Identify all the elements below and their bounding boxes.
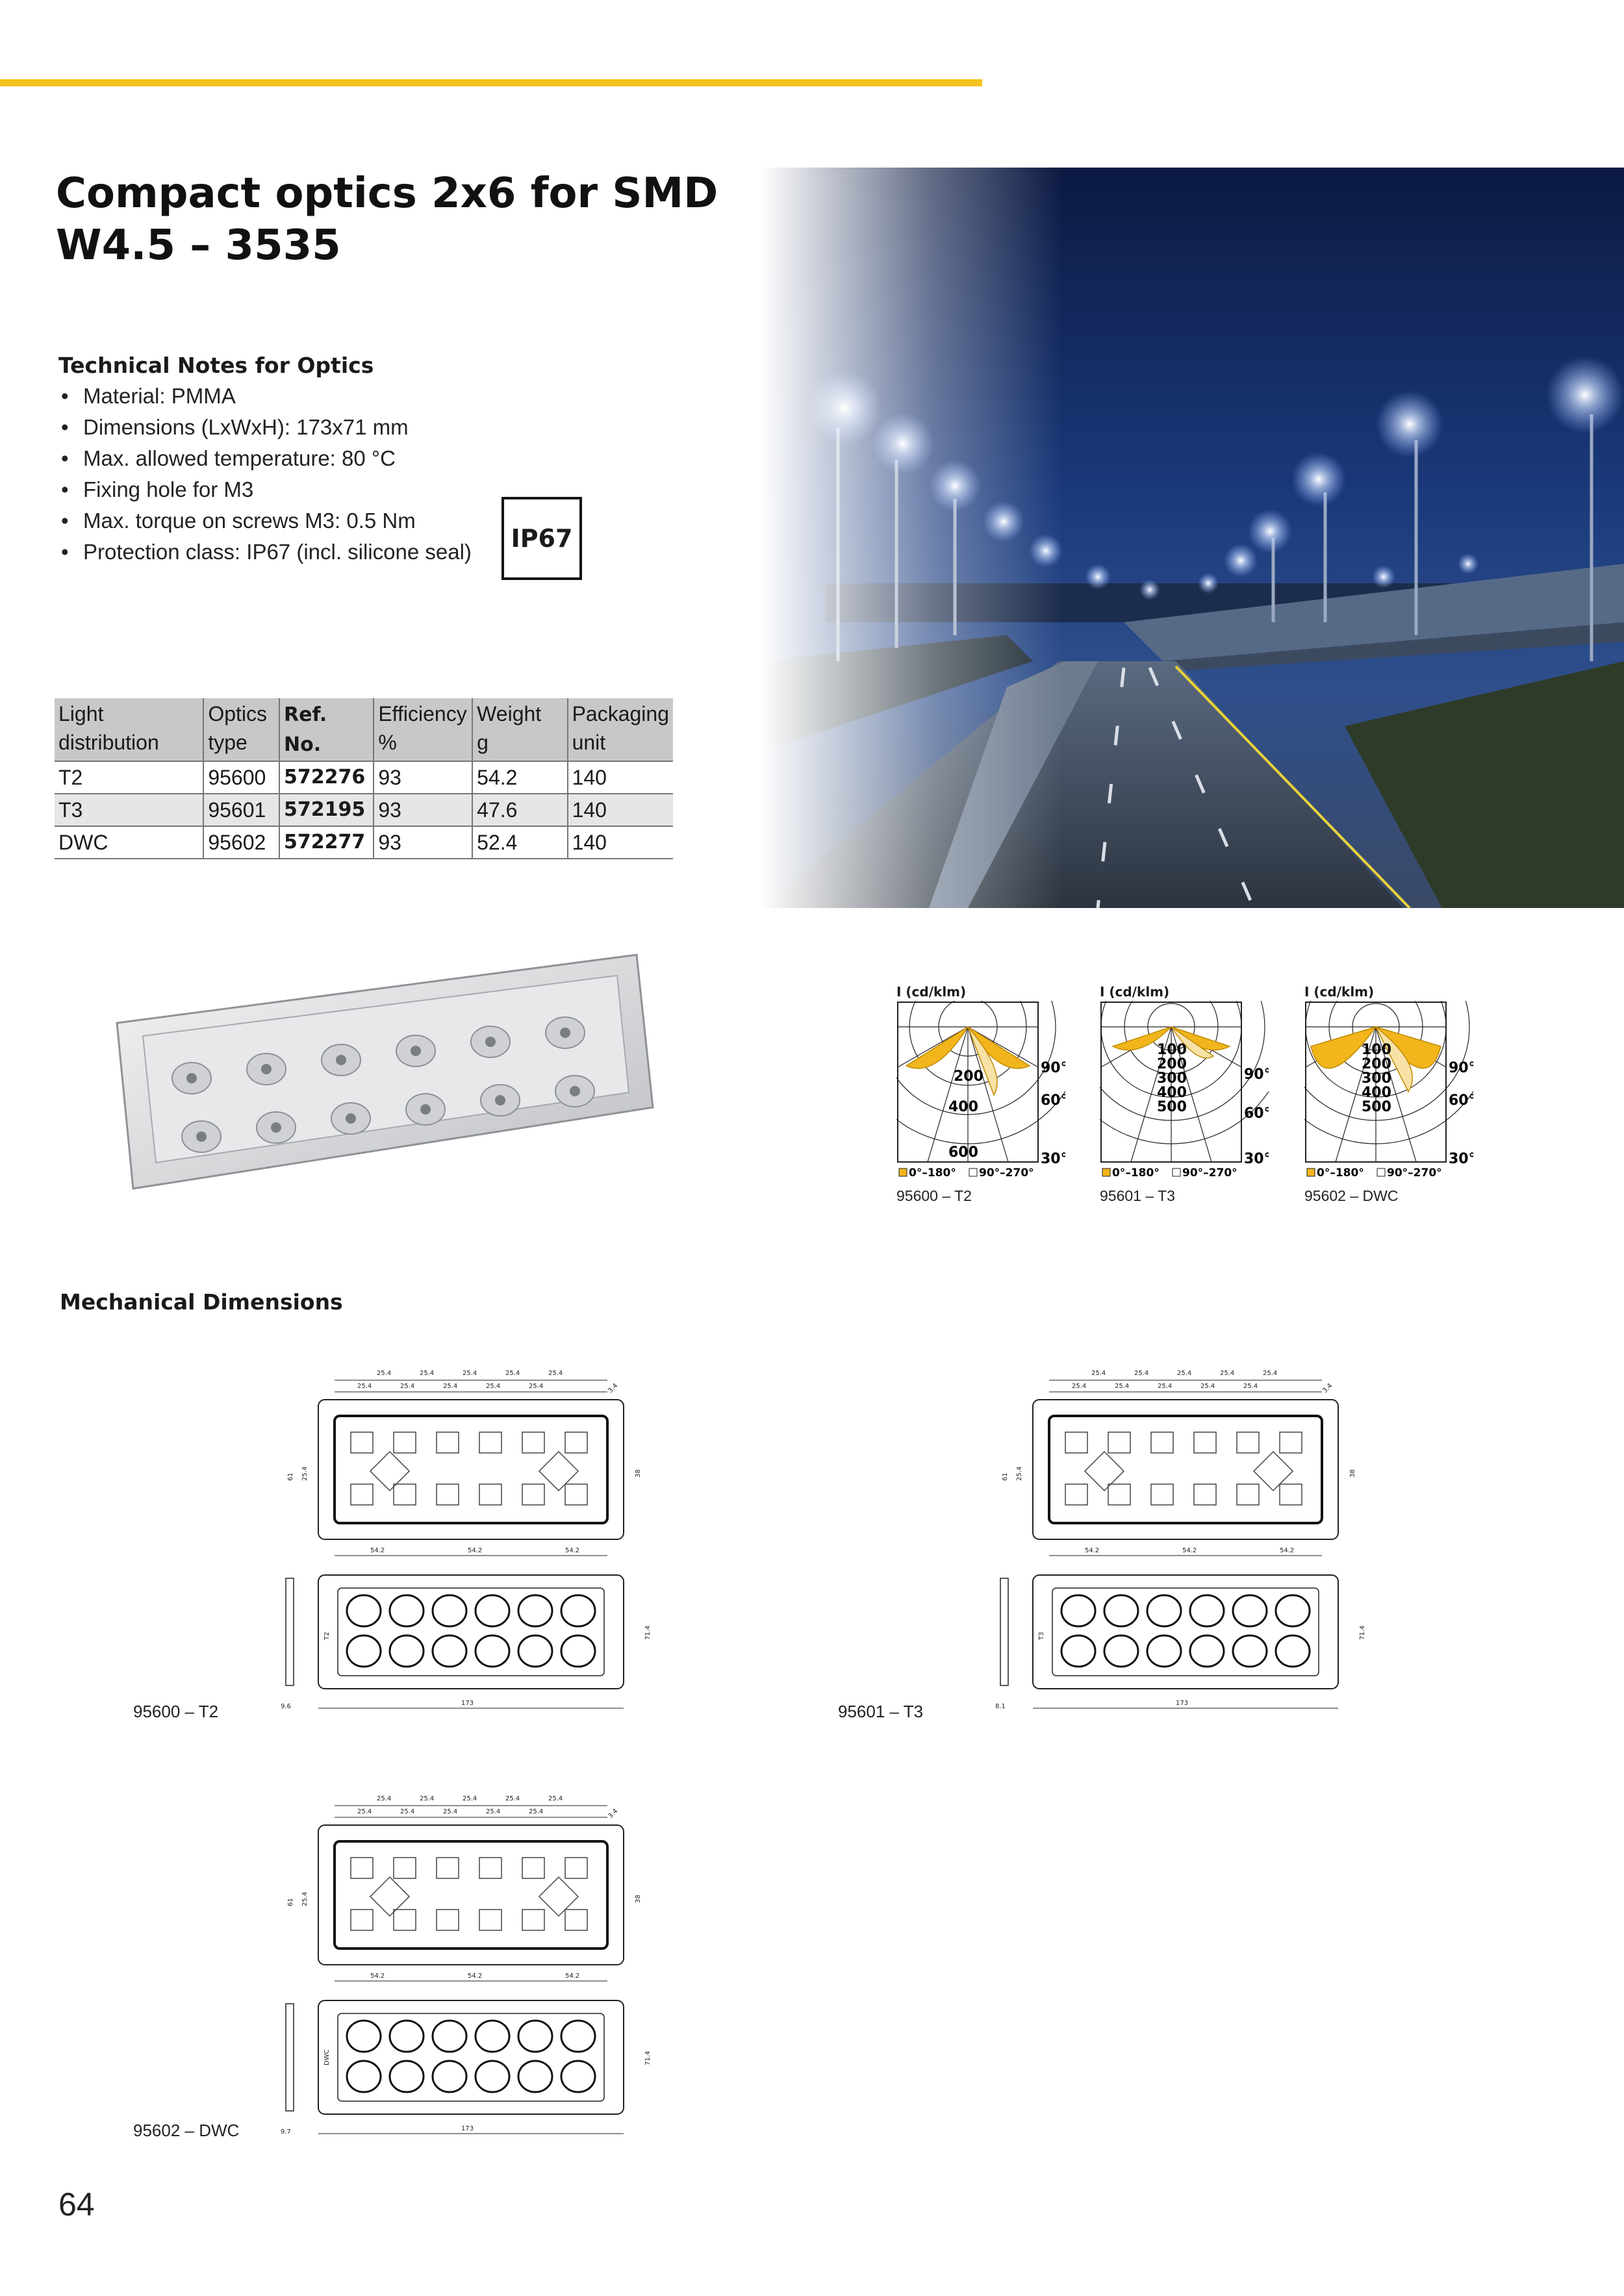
table-row: DWC 95602 572277 93 52.4 140 (55, 826, 673, 859)
lens-cell (1280, 1432, 1302, 1453)
page-number: 64 (58, 2186, 95, 2223)
ring-label: 400 (1157, 1085, 1187, 1101)
lens-dome (476, 2021, 509, 2052)
lens-cell (394, 1858, 416, 1878)
dimension-label: 54.2 (370, 1973, 385, 1980)
angle-label: 90° (1449, 1060, 1473, 1076)
dimension-label: 25.4 (1220, 1370, 1235, 1377)
lens-module-photo (104, 948, 663, 1195)
polar-diagram-t2 (896, 984, 1065, 1189)
angle-label: 30° (1449, 1151, 1473, 1167)
dimension-label: 54.2 (370, 1547, 385, 1554)
polar-ylabel: I (cd/klm) (896, 984, 967, 1000)
dimension-label: 61 (287, 1898, 294, 1906)
col-efficiency: Efficiency % (374, 698, 472, 761)
polar-caption-t3: 95601 – T3 (1100, 1187, 1175, 1204)
lens-dome (476, 1635, 509, 1667)
lens-cell (1237, 1432, 1259, 1453)
ring-label: 600 (948, 1144, 978, 1161)
dimension-label: 25.4 (1115, 1383, 1130, 1390)
lens-dome (433, 2061, 466, 2092)
angle-label: 60° (1244, 1105, 1269, 1122)
lens-dome (518, 2061, 552, 2092)
lens-cell (522, 1432, 544, 1453)
drawing-caption-t2: 95600 – T2 (133, 1702, 219, 1721)
lens-dome (476, 2061, 509, 2092)
ip67-badge: IP67 (501, 497, 582, 580)
dimension-label: 25.4 (1200, 1383, 1215, 1390)
drawing-dwc (273, 1780, 702, 2147)
dimension-label: 25.4 (548, 1795, 563, 1802)
ring-label: 100 (1157, 1042, 1187, 1058)
ring-label: 200 (1157, 1056, 1187, 1072)
polar-caption-dwc: 95602 – DWC (1304, 1187, 1399, 1204)
polar-chart-dwc (1304, 1001, 1473, 1186)
angle-label: 90° (1244, 1066, 1269, 1083)
dimension-label: 8.1 (995, 1703, 1006, 1710)
technical-drawing (273, 1354, 702, 1718)
highway-photo (760, 168, 1624, 908)
technical-notes-list (58, 381, 578, 568)
lens-cell (1194, 1484, 1216, 1505)
ring-label: 200 (954, 1068, 983, 1085)
dimension-label: 25.4 (463, 1795, 477, 1802)
lens-cell (565, 1484, 587, 1505)
lens-cell (1065, 1432, 1087, 1453)
lens-cell (1151, 1484, 1173, 1505)
dimension-label: 25.4 (486, 1808, 501, 1815)
lens-cell (1194, 1432, 1216, 1453)
lens-cell (394, 1432, 416, 1453)
angle-label: 30° (1244, 1151, 1269, 1167)
dimension-label: 3.4 (607, 1382, 620, 1395)
dimension-label: 25.4 (1158, 1383, 1173, 1390)
dimension-label: 9.7 (281, 2128, 291, 2136)
dimension-label: 25.4 (301, 1891, 309, 1906)
polar-ylabel: I (cd/klm) (1304, 984, 1375, 1000)
ring-label: 200 (1362, 1056, 1391, 1072)
lens-cell (437, 1910, 459, 1930)
drawing-caption-t3: 95601 – T3 (838, 1702, 924, 1721)
lens-dome (518, 1595, 552, 1626)
note-item: • Max. allowed temperature: 80 °C (58, 443, 578, 474)
table-header-row (55, 698, 673, 761)
col-ref-no: Ref. No. (279, 698, 374, 761)
lens-cell (394, 1484, 416, 1505)
dimension-label: 38 (635, 1469, 642, 1478)
lens-cell (479, 1910, 501, 1930)
lens-dome (347, 1635, 381, 1667)
lens-dome (390, 1595, 424, 1626)
polar-chart-t2 (896, 1001, 1065, 1186)
dimension-label: 25.4 (1177, 1370, 1192, 1377)
lens-cell (437, 1432, 459, 1453)
lens-dome (1190, 1635, 1224, 1667)
ring-label: 300 (1157, 1070, 1187, 1087)
mechanical-dimensions-heading: Mechanical Dimensions (60, 1289, 343, 1315)
lens-cell (437, 1858, 459, 1878)
col-optics-type: Optics type (203, 698, 279, 761)
col-weight: Weight g (472, 698, 567, 761)
lens-dome (561, 1595, 595, 1626)
table-row: T2 95600 572276 93 54.2 140 (55, 761, 673, 794)
lens-diamond (370, 1877, 409, 1916)
dimension-label: 25.4 (1072, 1383, 1087, 1390)
dimension-label: 54.2 (468, 1973, 483, 1980)
bottom-view-outline (318, 1575, 624, 1689)
dimension-label: 25.4 (548, 1370, 563, 1377)
lens-dome (1147, 1595, 1181, 1626)
lens-dome (433, 2021, 466, 2052)
dimension-label: 25.4 (443, 1808, 458, 1815)
angle-label: 60° (1449, 1092, 1473, 1109)
lens-cell (1108, 1432, 1130, 1453)
dimension-label: 71.4 (644, 2050, 652, 2065)
lens-dome (390, 2061, 424, 2092)
note-item: • Fixing hole for M3 (58, 474, 578, 505)
lens-cell (522, 1858, 544, 1878)
note-item: • Dimensions (LxWxH): 173x71 mm (58, 412, 578, 443)
lens-dome (1061, 1595, 1095, 1626)
dimension-label: 25.4 (420, 1795, 435, 1802)
table-row: T3 95601 572195 93 47.6 140 (55, 794, 673, 826)
lens-cell (1108, 1484, 1130, 1505)
dimension-label: 54.2 (565, 1973, 580, 1980)
dimension-label: 38 (1349, 1469, 1356, 1478)
dimension-label: 173 (1176, 1700, 1189, 1707)
dimension-label: 61 (1002, 1472, 1009, 1481)
dimension-label: 71.4 (1359, 1625, 1366, 1640)
ring-label: 500 (1362, 1099, 1391, 1115)
lens-dome (390, 1635, 424, 1667)
dimension-label: 25.4 (357, 1808, 372, 1815)
legend-label: 0°–180° (1317, 1167, 1364, 1180)
lens-cell (1065, 1484, 1087, 1505)
dimension-label: 25.4 (529, 1383, 544, 1390)
product-code: T3 (1038, 1632, 1045, 1640)
technical-notes-heading: Technical Notes for Optics (58, 353, 374, 378)
lens-diamond (1254, 1452, 1293, 1491)
lens-cell (351, 1432, 373, 1453)
dimension-label: 25.4 (505, 1370, 520, 1377)
legend-label: 0°–180° (909, 1167, 956, 1180)
accent-bar (0, 79, 982, 86)
legend-label: 90°–270° (1182, 1167, 1237, 1180)
side-profile (286, 2004, 294, 2111)
dimension-label: 54.2 (1280, 1547, 1295, 1554)
dimension-label: 25.4 (529, 1808, 544, 1815)
dimension-label: 25.4 (377, 1370, 392, 1377)
drawing-t3 (987, 1354, 1416, 1721)
optics-table (55, 698, 673, 859)
dimension-label: 54.2 (565, 1547, 580, 1554)
lens-dome (1276, 1595, 1310, 1626)
ring-label: 400 (948, 1099, 978, 1115)
legend-label: 90°–270° (1387, 1167, 1442, 1180)
drawing-t2 (273, 1354, 702, 1721)
lens-dome (347, 2021, 381, 2052)
angle-label: 30° (1041, 1151, 1065, 1167)
note-item: • Max. torque on screws M3: 0.5 Nm (58, 505, 578, 536)
ring-label: 300 (1362, 1070, 1391, 1087)
dimension-label: 25.4 (1016, 1466, 1023, 1481)
highway-photo-image (760, 168, 1624, 908)
note-item: • Protection class: IP67 (incl. silicone seal) (58, 536, 578, 568)
lens-cell (351, 1858, 373, 1878)
polar-caption-t2: 95600 – T2 (896, 1187, 972, 1204)
technical-drawing (987, 1354, 1416, 1718)
top-view-outline (318, 1825, 624, 1965)
dimension-label: 61 (287, 1472, 294, 1481)
dimension-label: 54.2 (468, 1547, 483, 1554)
lens-cell (437, 1484, 459, 1505)
top-view-outline (1033, 1400, 1338, 1539)
polar-diagram-dwc (1304, 984, 1473, 1189)
dimension-label: 25.4 (443, 1383, 458, 1390)
polar-chart-t3 (1100, 1001, 1269, 1186)
lens-dome (1233, 1595, 1267, 1626)
lens-cell (479, 1858, 501, 1878)
dimension-label: 25.4 (377, 1795, 392, 1802)
lens-dome (347, 1595, 381, 1626)
dimension-label: 38 (635, 1895, 642, 1903)
lens-dome (1190, 1595, 1224, 1626)
lens-dome (1104, 1635, 1138, 1667)
dimension-label: 54.2 (1182, 1547, 1197, 1554)
ring-label: 500 (1157, 1099, 1187, 1115)
dimension-label: 25.4 (1091, 1370, 1106, 1377)
lens-cell (1237, 1484, 1259, 1505)
lens-dome (476, 1595, 509, 1626)
angle-label: 90° (1041, 1060, 1065, 1076)
lens-cell (394, 1910, 416, 1930)
lens-cell (479, 1432, 501, 1453)
lens-dome (561, 2021, 595, 2052)
dimension-label: 173 (461, 1700, 474, 1707)
dimension-label: 3.4 (1321, 1382, 1334, 1395)
lens-cell (565, 1858, 587, 1878)
lens-dome (1147, 1635, 1181, 1667)
dimension-label: 9.6 (281, 1703, 291, 1710)
dimension-label: 25.4 (400, 1808, 415, 1815)
lens-dome (433, 1635, 466, 1667)
dimension-label: 25.4 (1243, 1383, 1258, 1390)
lens-cell (1280, 1484, 1302, 1505)
lens-dome (1233, 1635, 1267, 1667)
lens-dome (1104, 1595, 1138, 1626)
col-light-distribution: Light distribution (55, 698, 203, 761)
drawing-caption-dwc: 95602 – DWC (133, 2121, 240, 2140)
col-packaging: Packaging unit (568, 698, 673, 761)
top-view-outline (318, 1400, 624, 1539)
dimension-label: 25.4 (400, 1383, 415, 1390)
lens-dome (518, 1635, 552, 1667)
dimension-label: 25.4 (1263, 1370, 1278, 1377)
lens-dome (1276, 1635, 1310, 1667)
product-code: T2 (324, 1632, 331, 1640)
lens-diamond (539, 1452, 578, 1491)
lens-cell (1151, 1432, 1173, 1453)
technical-drawing (273, 1780, 702, 2143)
lens-diamond (539, 1877, 578, 1916)
lens-module-image (104, 948, 663, 1195)
lens-cell (351, 1484, 373, 1505)
lens-cell (522, 1910, 544, 1930)
dimension-label: 25.4 (463, 1370, 477, 1377)
dimension-label: 3.4 (607, 1808, 620, 1821)
angle-label: 60° (1041, 1092, 1065, 1109)
dimension-label: 25.4 (505, 1795, 520, 1802)
lens-dome (561, 1635, 595, 1667)
lens-dome (390, 2021, 424, 2052)
polar-ylabel: I (cd/klm) (1100, 984, 1170, 1000)
lens-cell (479, 1484, 501, 1505)
lens-dome (561, 2061, 595, 2092)
lens-cell (351, 1910, 373, 1930)
product-code: DWC (324, 2049, 331, 2065)
lens-dome (433, 1595, 466, 1626)
dimension-label: 25.4 (420, 1370, 435, 1377)
bottom-view-outline (1033, 1575, 1338, 1689)
legend-label: 0°–180° (1112, 1167, 1160, 1180)
lens-dome (518, 2021, 552, 2052)
polar-diagram-t3 (1100, 984, 1269, 1189)
dimension-label: 71.4 (644, 1625, 652, 1640)
note-item: • Material: PMMA (58, 381, 578, 412)
side-profile (286, 1578, 294, 1685)
lens-dome (347, 2061, 381, 2092)
technical-notes (58, 351, 578, 568)
side-profile (1000, 1578, 1008, 1685)
bottom-view-outline (318, 2000, 624, 2114)
lens-cell (565, 1432, 587, 1453)
lens-cell (522, 1484, 544, 1505)
ring-label: 400 (1362, 1085, 1391, 1101)
dimension-label: 25.4 (486, 1383, 501, 1390)
dimension-label: 25.4 (1134, 1370, 1149, 1377)
page-title: Compact optics 2x6 for SMD W4.5 – 3535 (56, 170, 718, 270)
dimension-label: 173 (461, 2125, 474, 2132)
dimension-label: 54.2 (1085, 1547, 1100, 1554)
ring-label: 100 (1362, 1042, 1391, 1058)
lens-dome (1061, 1635, 1095, 1667)
lens-diamond (370, 1452, 409, 1491)
lens-cell (565, 1910, 587, 1930)
dimension-label: 25.4 (357, 1383, 372, 1390)
lens-diamond (1085, 1452, 1124, 1491)
dimension-label: 25.4 (301, 1466, 309, 1481)
legend-label: 90°–270° (979, 1167, 1034, 1180)
